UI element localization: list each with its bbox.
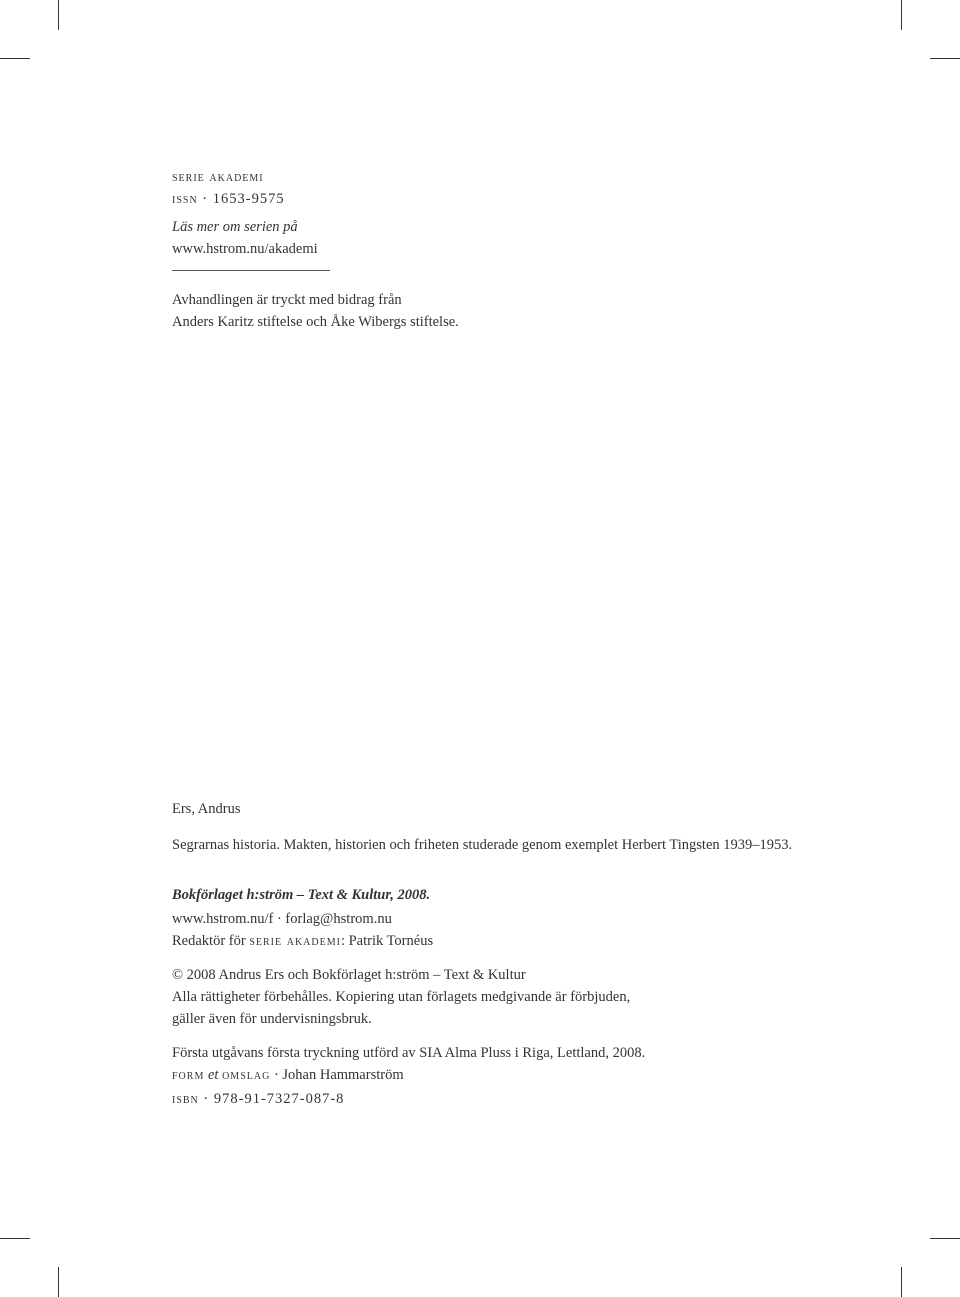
editor-suffix: : Patrik Tornéus — [340, 933, 434, 949]
series-issn: issn · 1653-9575 — [172, 191, 285, 207]
design-label-2: omslag — [222, 1067, 271, 1083]
design-label: form — [172, 1067, 205, 1083]
copyright: © 2008 Andrus Ers och Bokförlaget h:ström – Text & Kultur — [172, 967, 526, 983]
publisher: Bokförlaget h:ström – Text & Kultur, 2008. — [172, 887, 431, 903]
read-more-text: Läs mer om serien på — [172, 219, 298, 235]
printing: Första utgåvans första tryckning utförd av SIA Alma Pluss i Riga, Lettland, 2008. — [172, 1045, 646, 1061]
book-title: Segrarnas historia. Makten, historien och friheten studerade genom exemplet Herbert Tingsten 1939–1953. — [172, 837, 793, 853]
crop-mark-bottom-right — [901, 1267, 902, 1297]
grant-line-2: Anders Karitz stiftelse och Åke Wibergs stiftelse. — [172, 314, 459, 330]
series-name: serie akademi — [172, 169, 264, 185]
crop-mark-bottom-left-h — [0, 1238, 30, 1239]
crop-mark-top-right — [901, 0, 902, 30]
editor-prefix: Redaktör för — [172, 933, 246, 949]
divider — [172, 270, 330, 271]
series-block — [172, 166, 459, 333]
series-url[interactable]: www.hstrom.nu/akademi — [172, 241, 318, 257]
editor-line — [172, 930, 792, 952]
design-credit — [172, 1064, 792, 1086]
colophon — [172, 798, 792, 1110]
crop-mark-top-left — [58, 0, 59, 30]
crop-mark-bottom-left — [58, 1267, 59, 1297]
crop-mark-bottom-right-h — [930, 1238, 960, 1239]
crop-mark-top-right-h — [930, 58, 960, 59]
isbn: isbn · 978-91-7327-087-8 — [172, 1091, 345, 1107]
design-et: et — [207, 1067, 219, 1083]
rights-line-1: Alla rättigheter förbehålles. Kopiering utan förlagets medgivande är förbjuden, — [172, 989, 631, 1005]
author: Ers, Andrus — [172, 801, 241, 817]
contact[interactable]: www.hstrom.nu/f · forlag@hstrom.nu — [172, 911, 392, 927]
design-value: · Johan Hammarström — [273, 1067, 404, 1083]
editor-series: serie akademi — [249, 933, 341, 949]
crop-mark-top-left-h — [0, 58, 30, 59]
grant-line-1: Avhandlingen är tryckt med bidrag från — [172, 292, 402, 308]
rights-line-2: gäller även för undervisningsbruk. — [172, 1011, 372, 1027]
